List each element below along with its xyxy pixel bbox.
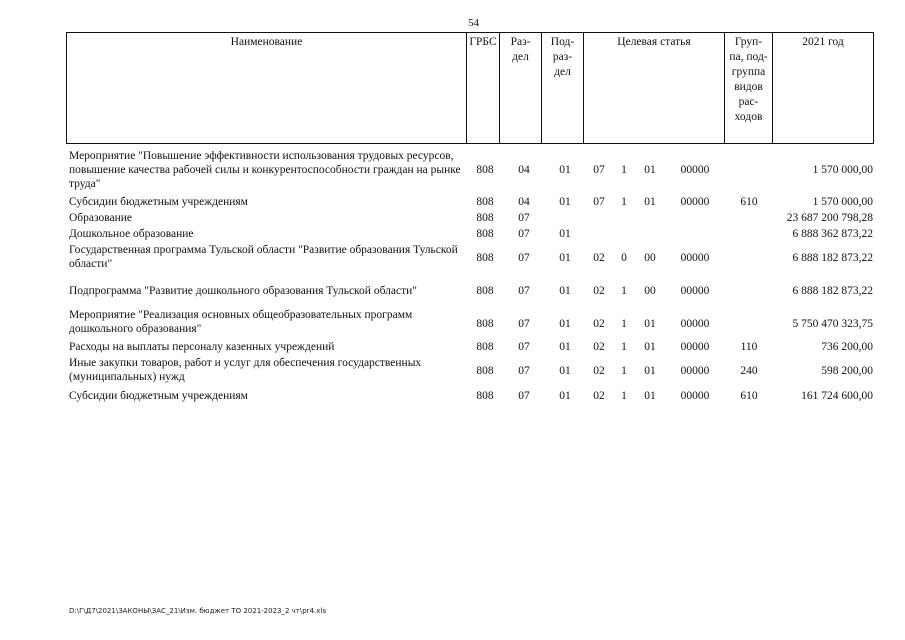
row-razdel: 07 xyxy=(518,228,530,240)
row-name: Иные закупки товаров, работ и услуг для обеспечения государственных (муниципальных) нужд xyxy=(69,357,422,383)
row-name: Дошкольное образование xyxy=(69,228,194,240)
row-name: Подпрограмма "Развитие дошкольного образования Тульской области" xyxy=(69,285,417,297)
row-amount: 736 200,00 xyxy=(821,341,873,353)
row-target-subprogram: 1 xyxy=(621,164,627,176)
row-podrazdel: 01 xyxy=(559,341,571,353)
row-podrazdel: 01 xyxy=(559,390,571,402)
row-target-direction: 00000 xyxy=(680,318,710,330)
row-vid: 610 xyxy=(740,196,758,208)
header-vid-line: видов xyxy=(734,81,763,93)
row-podrazdel: 01 xyxy=(559,164,571,176)
row-vid: 240 xyxy=(740,365,758,377)
row-target-program: 02 xyxy=(593,365,605,377)
row-target-direction: 00000 xyxy=(680,365,710,377)
row-amount: 6 888 182 873,22 xyxy=(792,252,873,264)
row-name: Государственная программа Тульской области "Развитие образования Тульской области" xyxy=(69,244,458,270)
row-vid: 110 xyxy=(740,341,758,353)
row-target-event: 01 xyxy=(644,196,656,208)
header-vid-line: Груп- xyxy=(734,36,763,48)
row-target-event: 00 xyxy=(644,285,656,297)
row-razdel: 07 xyxy=(518,390,530,402)
row-grbs: 808 xyxy=(476,164,494,176)
row-target-event: 01 xyxy=(644,318,656,330)
header-vid xyxy=(725,33,773,143)
row-razdel: 07 xyxy=(518,285,530,297)
row-target-program: 02 xyxy=(593,252,605,264)
row-grbs: 808 xyxy=(476,252,494,264)
header-razdel-line: дел xyxy=(512,51,529,63)
row-target-event: 01 xyxy=(644,341,656,353)
row-podrazdel: 01 xyxy=(559,196,571,208)
row-amount: 1 570 000,00 xyxy=(812,164,873,176)
row-grbs: 808 xyxy=(476,285,494,297)
header-vid-line: ходов xyxy=(734,111,763,123)
row-target-direction: 00000 xyxy=(680,164,710,176)
row-amount: 1 570 000,00 xyxy=(812,196,873,208)
row-target-direction: 00000 xyxy=(680,252,710,264)
row-razdel: 04 xyxy=(518,196,530,208)
row-razdel: 04 xyxy=(518,164,530,176)
row-amount: 5 750 470 323,75 xyxy=(792,318,873,330)
row-name: Субсидии бюджетным учреждениям xyxy=(69,390,248,402)
row-target-program: 02 xyxy=(593,390,605,402)
page-number: 54 xyxy=(468,17,479,29)
row-target-program: 02 xyxy=(593,285,605,297)
row-name: Образование xyxy=(69,212,133,224)
row-target-direction: 00000 xyxy=(680,196,710,208)
row-target-event: 01 xyxy=(644,390,656,402)
row-target-event: 00 xyxy=(644,252,656,264)
row-target-direction: 00000 xyxy=(680,390,710,402)
row-grbs: 808 xyxy=(476,318,494,330)
row-podrazdel: 01 xyxy=(559,318,571,330)
row-target-direction: 00000 xyxy=(680,341,710,353)
row-razdel: 07 xyxy=(518,318,530,330)
footer-file-path: D:\Г\Д7\2021\ЗАКОНЫ\ЗАС_21\Изм. бюджет ТО 2021-2023_2 чт\pr4.xls xyxy=(69,607,326,615)
row-target-subprogram: 1 xyxy=(621,196,627,208)
row-name: Субсидии бюджетным учреждениям xyxy=(69,196,248,208)
row-name: Расходы на выплаты персоналу казенных учреждений xyxy=(69,341,335,353)
row-amount: 6 888 362 873,22 xyxy=(792,228,873,240)
row-razdel: 07 xyxy=(518,252,530,264)
row-name: Мероприятие "Повышение эффективности использования трудовых ресурсов, повышение качества рабочей силы и конкурентоспособности граждан на рынке труда" xyxy=(69,150,461,190)
table-header xyxy=(66,32,874,144)
row-amount: 23 687 200 798,28 xyxy=(786,212,873,224)
row-target-subprogram: 1 xyxy=(621,365,627,377)
header-podrazdel-line: Под- xyxy=(550,36,575,48)
row-target-program: 02 xyxy=(593,318,605,330)
header-razdel xyxy=(500,33,542,143)
header-name: Наименование xyxy=(67,33,467,143)
row-target-subprogram: 1 xyxy=(621,285,627,297)
row-target-direction: 00000 xyxy=(680,285,710,297)
header-year: 2021 год xyxy=(802,36,844,48)
row-grbs: 808 xyxy=(476,341,494,353)
row-amount: 6 888 182 873,22 xyxy=(792,285,873,297)
row-target-event: 01 xyxy=(644,365,656,377)
row-razdel: 07 xyxy=(518,365,530,377)
row-amount: 161 724 600,00 xyxy=(801,390,873,402)
header-podrazdel-line: дел xyxy=(554,66,571,78)
row-target-subprogram: 1 xyxy=(621,390,627,402)
row-razdel: 07 xyxy=(518,212,530,224)
row-grbs: 808 xyxy=(476,390,494,402)
header-podrazdel xyxy=(542,33,584,143)
row-target-program: 02 xyxy=(593,341,605,353)
row-razdel: 07 xyxy=(518,341,530,353)
header-vid-line: па, под- xyxy=(729,51,768,63)
row-podrazdel: 01 xyxy=(559,365,571,377)
row-target-subprogram: 0 xyxy=(621,252,627,264)
row-target-subprogram: 1 xyxy=(621,318,627,330)
row-podrazdel: 01 xyxy=(559,228,571,240)
row-grbs: 808 xyxy=(476,212,494,224)
row-name: Мероприятие "Реализация основных общеобразовательных программ дошкольного образования" xyxy=(69,309,413,335)
row-target-event: 01 xyxy=(644,164,656,176)
row-vid: 610 xyxy=(740,390,758,402)
header-razdel-line: Раз- xyxy=(510,36,531,48)
header-target: Целевая статья xyxy=(584,33,725,143)
header-vid-line: группа xyxy=(731,66,766,78)
row-grbs: 808 xyxy=(476,228,494,240)
header-grbs: ГРБС xyxy=(467,33,500,143)
row-grbs: 808 xyxy=(476,196,494,208)
header-vid-line: рас- xyxy=(738,96,759,108)
row-podrazdel: 01 xyxy=(559,252,571,264)
row-target-subprogram: 1 xyxy=(621,341,627,353)
row-grbs: 808 xyxy=(476,365,494,377)
row-target-program: 07 xyxy=(593,196,605,208)
row-podrazdel: 01 xyxy=(559,285,571,297)
row-target-program: 07 xyxy=(593,164,605,176)
header-podrazdel-line: раз- xyxy=(552,51,573,63)
row-amount: 598 200,00 xyxy=(821,365,873,377)
